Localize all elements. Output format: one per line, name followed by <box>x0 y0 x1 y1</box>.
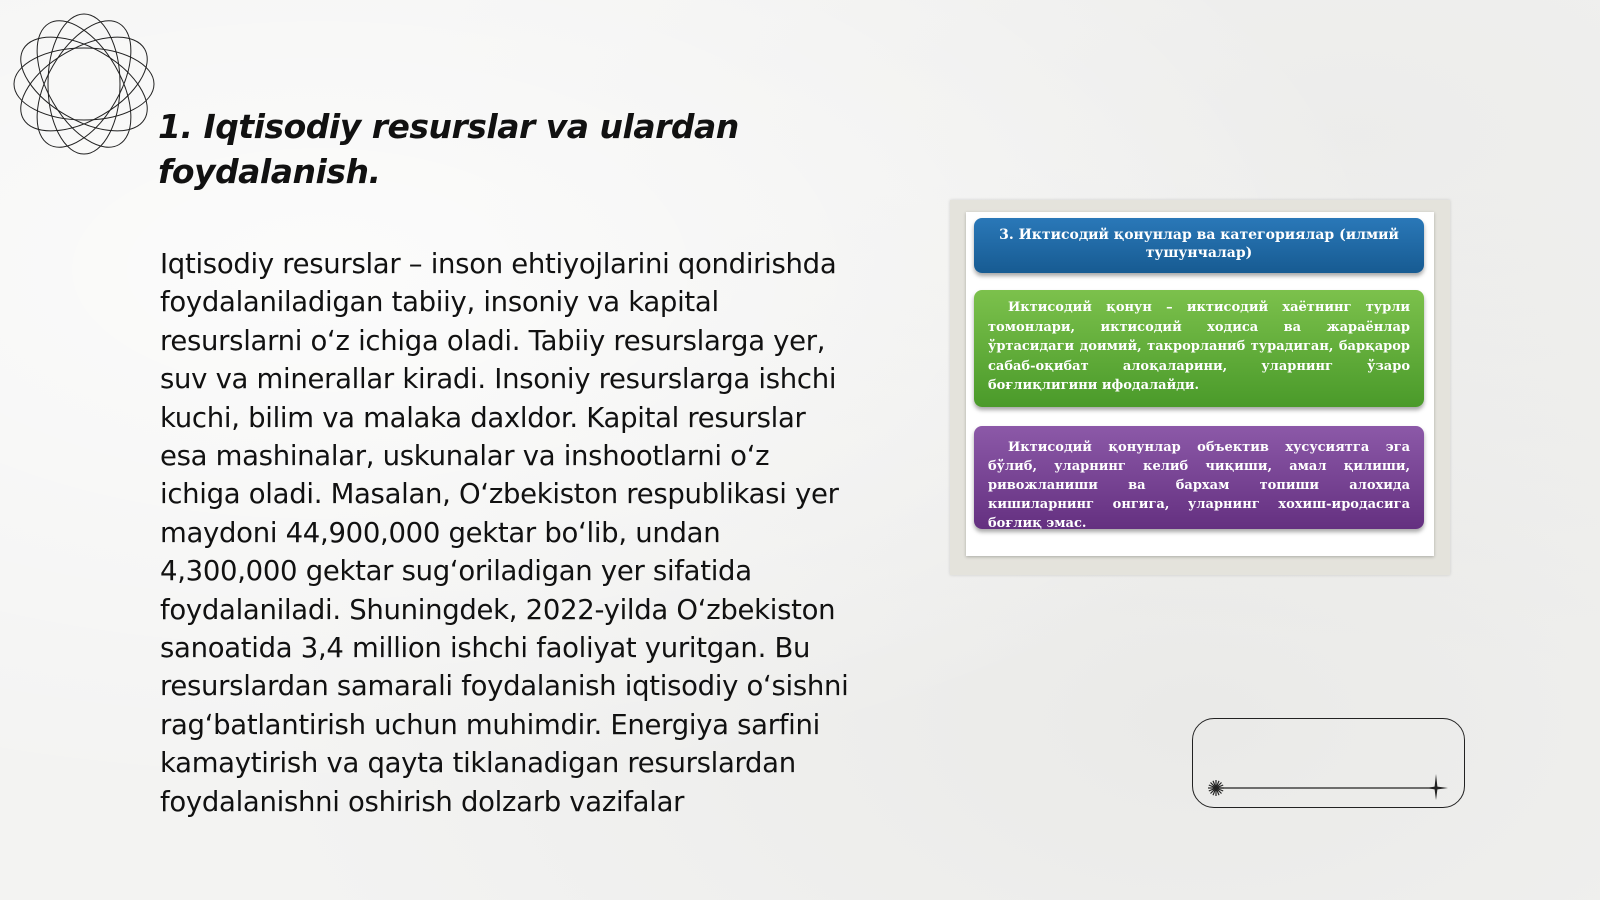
embedded-slide-note: Иктисодий қонунлар объектив хусусиятга эга бўлиб, уларнинг келиб чиқиши, амал қилиши, ривожланиши ва бархам топиши алохида кишиларнинг онгига, уларнинг хохиш-иродасига боғлиқ эмас. <box>974 426 1424 529</box>
cross-sparkle-icon <box>1426 774 1448 800</box>
starburst-icon <box>1208 780 1224 796</box>
embedded-slide-canvas <box>966 212 1434 556</box>
decorative-line <box>1200 770 1450 800</box>
embedded-slide-definition: Иктисодий қонун – иктисодий хаётнинг турли томонлари, иктисодий ходиса ва жараёнлар ўртасидаги доимий, такрорланиб турадиган, барқарор сабаб-оқибат алоқаларини, уларнинг ўзаро боғлиқлигини ифодалайди. <box>974 290 1424 407</box>
slide-title: 1. Iqtisodiy resurslar va ulardan foydalanish. <box>158 107 739 191</box>
embedded-slide-header: 3. Иктисодий қонунлар ва категориялар (илмий тушунчалар) <box>974 218 1424 273</box>
embedded-slide-image <box>950 200 1450 575</box>
circle-ornament-icon <box>10 10 158 158</box>
slide-body-text: Iqtisodiy resurslar – inson ehtiyojlarini qondirishda foydalaniladigan tabiiy, insoniy va kapital resurslarni oʻz ichiga oladi. Tabiiy resurslarga yer, suv va minerallar kiradi. Insoniy resurslarga ishchi kuchi, bilim va malaka daxldor. Kapital resurslar esa mashinalar, uskunalar va inshootlarni oʻz ichiga oladi. Masalan, Oʻzbekiston respublikasi yer maydoni 44,900,000 gektar boʻlib, undan 4,300,000 gektar sugʻoriladigan yer sifatida foydalaniladi. Shuningdek, 2022-yilda Oʻzbekiston sanoatida 3,4 million ishchi faoliyat yuritgan. Bu resurslardan samarali foydalanish iqtisodiy oʻsishni ragʻbatlantirish uchun muhimdir. Energiya sarfini kamaytirish va qayta tiklanadigan resurslardan foydalanishni oshirish dolzarb vazifalar <box>160 248 849 818</box>
